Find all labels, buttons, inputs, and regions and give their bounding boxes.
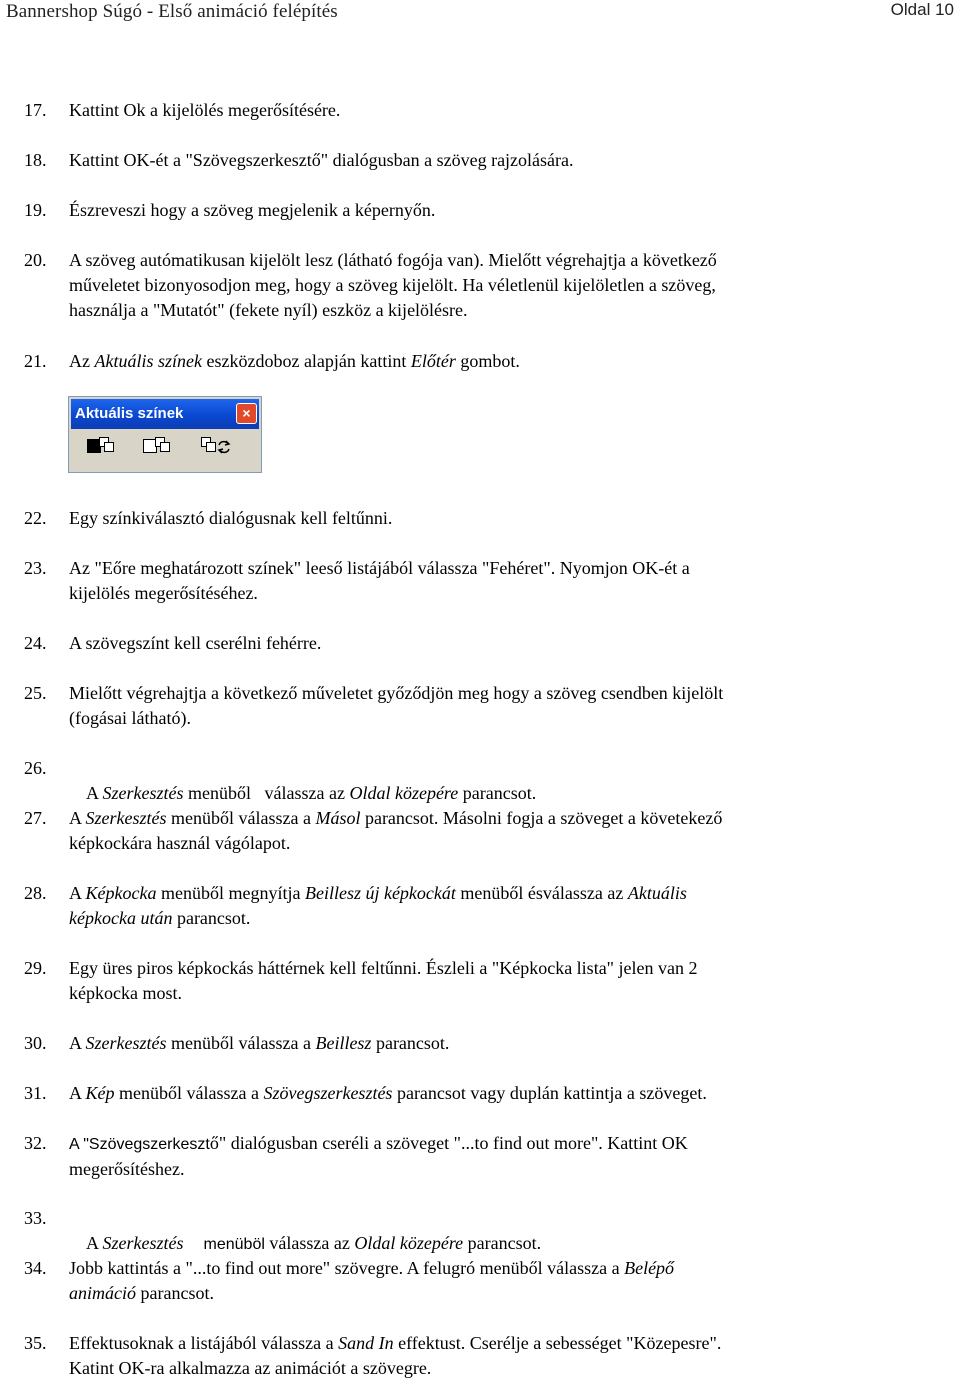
page-number: Oldal 10 [890,0,954,19]
step-number: 24. [24,633,47,653]
step-number: 35. [24,1333,47,1353]
command-name: Beillesz új képkockát [304,883,456,903]
step-text: menüből válassza a [114,1083,264,1103]
step-number: 18. [24,150,47,170]
step-text: ő" dialógusban cseréli a szöveget "...to find out more". Kattint OK [209,1133,688,1153]
foreground-black-icon[interactable] [87,437,117,459]
step-number: 31. [24,1083,47,1103]
step-text: műveletet bizonyosodjon meg, hogy a szöveg kijelölt. Ha véletlenül kijelöletlen a szöveg, [69,275,716,295]
step-text: parancsot vagy duplán kattintja a szöveget. [392,1083,707,1103]
step-text: menüből válassza a [166,808,316,828]
step-text: kijelölés megerősítéséhez. [69,583,258,603]
step-text: Effektusoknak a listájából válassza a [69,1333,339,1353]
toolbar-title: Aktuális színek [75,405,184,422]
step-number: 32. [24,1133,47,1153]
step-text: Jobb kattintás a "...to find out more" szövegre. A felugró menüből válassza a [69,1258,625,1278]
step-text: Egy színkiválasztó dialógusnak kell feltűnni. [69,508,393,528]
command-name: képkocka után [69,908,173,928]
menu-name: Kép [85,1083,115,1103]
step-number: 20. [24,250,47,270]
toolbar-buttons [79,437,251,459]
command-name: Belépő [624,1258,675,1278]
step-number: 19. [24,200,47,220]
step-text: Kattint OK-ét a "Szövegszerkesztő" dialógusban a szöveg rajzolására. [69,150,574,170]
command-name: Aktuális [627,883,687,903]
command-name: Beillesz [315,1033,372,1053]
close-icon[interactable]: × [236,403,257,424]
swap-arrows-icon [217,439,231,455]
step-text: menüböl [203,1236,265,1253]
step-text: effektust. Cserélje a sebességet "Közepesre". [393,1333,722,1353]
document-title: Bannershop Súgó - Első animáció felépítés [6,1,338,22]
button-name: Előtér [410,351,456,371]
menu-name: Szerkesztés [102,783,184,803]
toolbar-title-bar [71,399,259,429]
step-text: Észreveszi hogy a szöveg megjelenik a képernyőn. [69,200,436,220]
step-text: menüből válassza az [183,783,350,803]
command-name: Oldal közepére [354,1233,464,1253]
step-number: 30. [24,1033,47,1053]
step-text: parancsot. [172,908,251,928]
background-white-icon[interactable] [143,437,173,459]
step-number: 17. [24,100,47,120]
step-text: parancsot. [371,1033,450,1053]
step-number: 25. [24,683,47,703]
step-text: A [86,783,103,803]
step-number: 22. [24,508,47,528]
step-text: menüből ésválassza az [455,883,628,903]
step-text: képkocka most. [69,983,182,1003]
menu-name: Képkocka [85,883,157,903]
swap-icon[interactable] [201,437,231,459]
step-text: Katint OK-ra alkalmazza az animációt a szövegre. [69,1358,432,1378]
step-text: A [69,1033,86,1053]
step-text: menüből válassza a [166,1033,316,1053]
step-number: 29. [24,958,47,978]
step-text: Az "Eőre meghatározott színek" leeső listájából válassza "Fehéret". Nyomjon OK-ét a [69,558,690,578]
effect-name: Sand In [338,1333,394,1353]
step-text: Kattint Ok a kijelölés megerősítésére. [69,100,341,120]
step-number: 34. [24,1258,47,1278]
step-text: Mielőtt végrehajtja a következő műveletet győződjön meg hogy a szöveg csendben kijelölt [69,683,724,703]
command-name: Oldal közepére [349,783,459,803]
step-text: Az [69,351,95,371]
current-colors-toolbar [68,396,262,473]
step-text: parancsot. [458,783,537,803]
step-text: A szöveg autómatikusan kijelölt lesz (látható fogója van). Mielőtt végrehajtja a következő [69,250,717,270]
step-text: A [69,883,86,903]
step-number: 23. [24,558,47,578]
step-text: (fogásai látható). [69,708,191,728]
step-text: parancsot. [463,1233,542,1253]
step-text: használja a "Mutatót" (fekete nyíl) eszköz a kijelölésre. [69,300,468,320]
step-number: 21. [24,351,47,371]
step-text: A [69,808,86,828]
menu-name: Szerkesztés [102,1233,184,1253]
step-text: gombot. [455,351,520,371]
step-text: válassza az [264,1233,355,1253]
step-text: A [86,1233,103,1253]
menu-name: Szerkesztés [85,808,167,828]
menu-name: Szerkesztés [85,1033,167,1053]
command-name: animáció [69,1283,136,1303]
step-text: képkockára használ vágólapot. [69,833,291,853]
step-text: menüből megnyítja [156,883,305,903]
step-text: eszközdoboz alapján kattint [201,351,411,371]
step-number: 26. [24,758,47,778]
step-text: Egy üres piros képkockás háttérnek kell feltűnni. Észleli a "Képkocka lista" jelen van 2 [69,958,698,978]
command-name: Másol [315,808,361,828]
step-text: A [69,1083,86,1103]
step-number: 27. [24,808,47,828]
step-number: 28. [24,883,47,903]
step-text: parancsot. [136,1283,214,1303]
step-text: megerősítéshez. [69,1159,185,1179]
toolbar-name: Aktuális színek [94,351,202,371]
step-text: A szövegszínt kell cserélni fehérre. [69,633,322,653]
step-number: 33. [24,1208,47,1228]
step-text: A "Szövegszerkeszt [69,1136,210,1153]
command-name: Szövegszerkesztés [263,1083,393,1103]
step-text: parancsot. Másolni fogja a szöveget a követekező [360,808,723,828]
